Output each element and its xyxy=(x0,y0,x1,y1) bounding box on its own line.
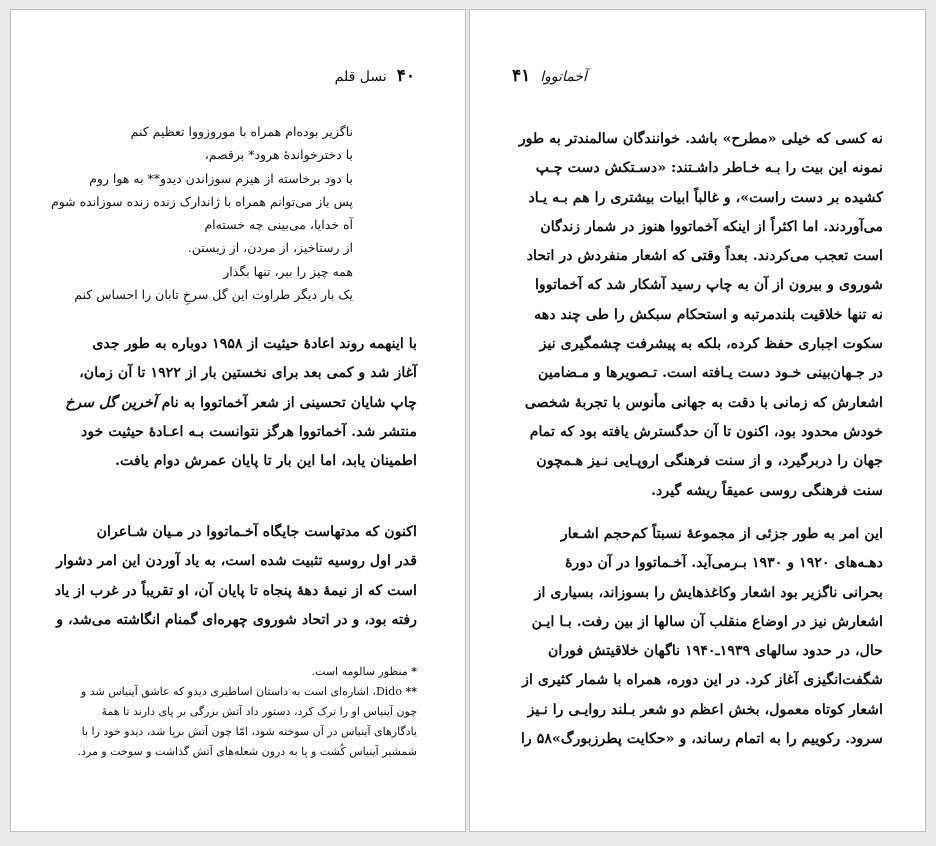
poem-line: از رستاخیز، از مردن، از زیستن. xyxy=(187,240,353,256)
text-line: در جـهان‌بینی خـود دست یـافته است. تـصویرها و مـضامین xyxy=(538,365,883,382)
text-line: قدر اول روسیه تثبیت شده است، به یاد آوردن این امر دشوار xyxy=(56,553,417,570)
poem-line: آه خدایا، می‌بینی چه خسته‌ام xyxy=(204,217,353,233)
poem-block xyxy=(50,120,353,306)
text-line xyxy=(57,389,417,418)
book-title-emphasis: آخرین گل سرخ xyxy=(65,394,157,411)
body-paragraph xyxy=(57,330,417,476)
text-line: اشعارش نیز در اوضاع منقلب آن سالها از بین رفت. بـا ایـن xyxy=(531,613,883,630)
footnote-mark: * xyxy=(411,665,417,678)
text-line: نمونه این بیت را بـه خـاطر داشـتند: «دسـتکش دست چـپ xyxy=(535,160,883,177)
text-line: می‌آوردند. اما اکثراً از اینکه آخماتووا هنوز در شمار زندگان xyxy=(540,218,883,235)
text-line: جهان را دربرگیرد، و از سنت فرهنگی اروپـایی نـیز هـمچون xyxy=(536,453,883,470)
text-line: نه تنها خلاقیت بلندمرتبه و استحکام سبکش را طی چند دهه xyxy=(534,306,883,323)
text-line: منتشر شد. آخماتووا هرگز نتوانست بـه اعـادهٔ حیثیت خود xyxy=(81,423,417,440)
poem-line: یک بار دیگر طراوت این گل سرخِ تابان را احساس کنم xyxy=(74,287,353,303)
poem-line: همه چیز را ببر، تنها بگذار xyxy=(223,263,353,279)
text-line: سکوت اجباری حفظ کرده، بلکه به پیشرفت چشمگیری نیز xyxy=(539,336,883,353)
poem-line: پس باز می‌توانم همراه با ژاندارک زنده زنده سوزانده شوم xyxy=(50,193,353,209)
page-number: ۴۰ xyxy=(396,66,415,86)
footnote-mark: ** xyxy=(405,685,417,698)
footnotes xyxy=(57,662,417,762)
text-line: سنت فرهنگی روسی عمیقاً ریشه گیرد. xyxy=(651,482,883,499)
text-line: اکنون که مدتهاست جایگاه آخـماتووا در مـیان شـاعران xyxy=(96,524,417,540)
footnote xyxy=(57,662,417,682)
text-line: اشعار کوتاه معمول، بخش اعظم دو شعر بـلند روایـی را نـیز xyxy=(527,701,883,718)
body-paragraph xyxy=(511,125,883,506)
page-header xyxy=(512,66,587,86)
body-paragraph xyxy=(511,520,883,754)
text-line: اطمینان یابد، اما این بار تا پایان عمرش دوام یافت. xyxy=(115,453,417,470)
body-paragraph xyxy=(54,518,417,635)
poem-line: با دود برخاسته از هیزم سوزاندن دیدو** به هوا روم xyxy=(89,170,353,186)
text-line: است که از نیمهٔ دههٔ پنجاه تا پایان آن، او تقریباً در غرب از یاد xyxy=(54,582,417,599)
page-header xyxy=(335,66,415,86)
text-line: شگفت‌انگیزی آغاز کرد. در این دوره، همراه با شمار کثیری از xyxy=(522,672,883,689)
text-line: دهـه‌های ۱۹۲۰ و ۱۹۳۰ بـرمی‌آید. آخـماتووا در آن دورهٔ xyxy=(565,555,883,572)
poem-line: با دخترخواندهٔ هرود* برقصم، xyxy=(204,147,353,163)
page-number: ۴۱ xyxy=(512,66,531,86)
running-title: نسل قلم xyxy=(334,69,387,85)
text-line: سرود. رکوییم را به اتمام رساند، و «حکایت پطرزبورگ»۵۸ را xyxy=(520,731,883,748)
footnote xyxy=(57,682,417,702)
text-line: حال، در حدود سالهای ۱۹۳۹ـ۱۹۴۰ ناگهان خلاقیتش فوران xyxy=(547,643,883,660)
footnote-line: شمشیر آینیاس کُشت و پا به درون شعله‌های آتش گذاشت و سوخت و مرد. xyxy=(77,745,417,758)
page-right xyxy=(469,9,926,832)
text-line: کشیده بر دست راست»، و غالباً ابیات بیشتری را هم بـه یـاد xyxy=(528,189,883,206)
poem-line: ناگزیر بوده‌ام همراه با موروزووا تعظیم کنم xyxy=(130,124,353,139)
text-run: چاپ شایان تحسینی از شعر آخماتووا به نام xyxy=(156,394,417,411)
text-line: است تعجب می‌کردند. بعداً وقتی که اشعار منفردش در اتحاد xyxy=(526,248,883,265)
footnote-line: یادگارهای آینیاس در آن سوخته شود، امّا چون آتش برپا شد، دیدو خود را با xyxy=(81,725,417,738)
text-line: بحرانی ناگزیر بود اشعار وکاغذهایش را بسوزاند، بسیاری از xyxy=(534,584,883,601)
text-line: خودش محدود بود، اکنون تا آن حدگسترش یافته بود که تمام xyxy=(529,423,883,440)
text-line: آغاز شد و کمی بعد برای نخستین بار از ۱۹۲۲ تا آن زمان، xyxy=(79,365,417,382)
footnote-text: منظور سالومه است. xyxy=(311,665,408,678)
text-line: اشعارش که زمانی با دقت به جهانی مأنوس با تجربهٔ شخصی xyxy=(524,394,883,411)
text-line: رفته بود، و در اتحاد شوروی چهره‌ای گمنام انگاشته می‌شد، و xyxy=(56,611,417,628)
footnote-line: چون آینیاس او را ترک کرد، دستور داد آتش بزرگی بر پای دارند تا همهٔ xyxy=(101,705,417,718)
footnote-text: Dido، اشاره‌ای است به داستان اساطیری دیدو که عاشق آینیاس شد و xyxy=(80,685,402,698)
page-left xyxy=(10,9,466,832)
text-line: شوروی و بیرون از آن به چاپ رسید آشکار شد که آخماتووا xyxy=(534,277,883,294)
text-line: این امر به طور جزئی از مجموعهٔ نسبتاً کم‌حجم اشـعار xyxy=(560,526,883,542)
text-line: نه کسی که خیلی «مطرح» باشد. خوانندگان سالمندتر به طور xyxy=(518,131,883,147)
running-title: آخماتووا xyxy=(540,69,587,85)
text-line: با اینهمه روند اعادهٔ حیثیت از ۱۹۵۸ دوباره به طور جدی xyxy=(92,336,417,352)
